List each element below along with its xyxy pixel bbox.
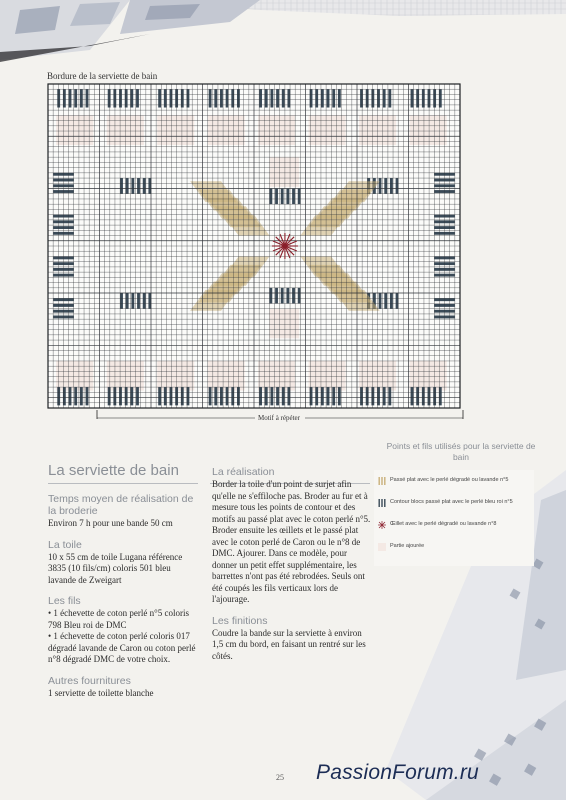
finishing-heading: Les finitions [212, 614, 268, 627]
legend-label-eyelet: Œillet avec le perlé dégradé ou lavande n°8 [390, 521, 497, 527]
making-heading: La réalisation [212, 466, 275, 478]
satin-stitch-tan-icon [378, 477, 386, 485]
making-text: Border la toile d'un point de surjet afin qu'elle ne s'effiloche pas. Broder au fur et à mesure tous les points de contour et des motifs au passé plat avec le coton perlé n°5. Broder ensuite les œillets et le passé plat avec le coton perlé de Caron ou le n°8 de DMC. Ajourer. Dans ce modèle, pour donner un petit effet supplémentaire, les barrettes n'ont pas été rebrodées. Seuls ont été coupés les fils verticaux lors de l'ajourage. [212, 479, 371, 604]
threads-item-2: • 1 échevette de coton perlé coloris 017 dégradé lavande de Caron ou coton perlé n°8 dégradé DMC de votre choix. [48, 631, 196, 664]
threads-heading: Les fils [48, 595, 81, 607]
repeat-label: Motif à répéter [258, 414, 300, 422]
finishing-text: Coudre la bande sur la serviette à environ 1,5 cm du bord, en faisant un rentré sur les côtés. [212, 627, 366, 661]
watermark-text: PassionForum.ru [316, 761, 479, 784]
section-title: La serviette de bain [48, 462, 179, 479]
time-text: Environ 7 h pour une bande 50 cm [48, 518, 173, 528]
eyelet-icon [378, 521, 386, 529]
fabric-photo-top [0, 0, 566, 62]
cutwork-area-icon [378, 543, 386, 551]
satin-stitch-blue-icon [378, 499, 386, 507]
fabric-heading: La toile [48, 538, 82, 551]
legend-title: Points et fils utilisés pour la serviette de bain [386, 441, 536, 462]
legend-label-satin-blue: Contour blocs passé plat avec le perlé bleu roi n°5 [390, 499, 513, 505]
legend-box [374, 470, 534, 566]
threads-item-1: • 1 échevette de coton perlé n°5 coloris 798 Bleu roi de DMC [48, 608, 189, 630]
legend-label-cutwork: Partie ajourée [390, 543, 425, 549]
page-number: 25 [276, 773, 284, 782]
supplies-heading: Autres fournitures [48, 674, 131, 687]
chart-title: Bordure de la serviette de bain [47, 71, 158, 81]
section-rule [48, 483, 198, 484]
repeat-marker [95, 410, 465, 420]
embroidery-chart [46, 82, 462, 410]
legend-label-satin-tan: Passé plat avec le perlé dégradé ou lavande n°5 [390, 477, 509, 483]
middle-column [212, 466, 372, 671]
fabric-text: 10 x 55 cm de toile Lugana référence 3835 (10 fils/cm) coloris 501 bleu lavande de Zweigart [48, 551, 183, 585]
left-column [48, 493, 198, 708]
time-heading: Temps moyen de réalisation de la broderie [48, 493, 194, 517]
supplies-text: 1 serviette de toilette blanche [48, 687, 154, 698]
